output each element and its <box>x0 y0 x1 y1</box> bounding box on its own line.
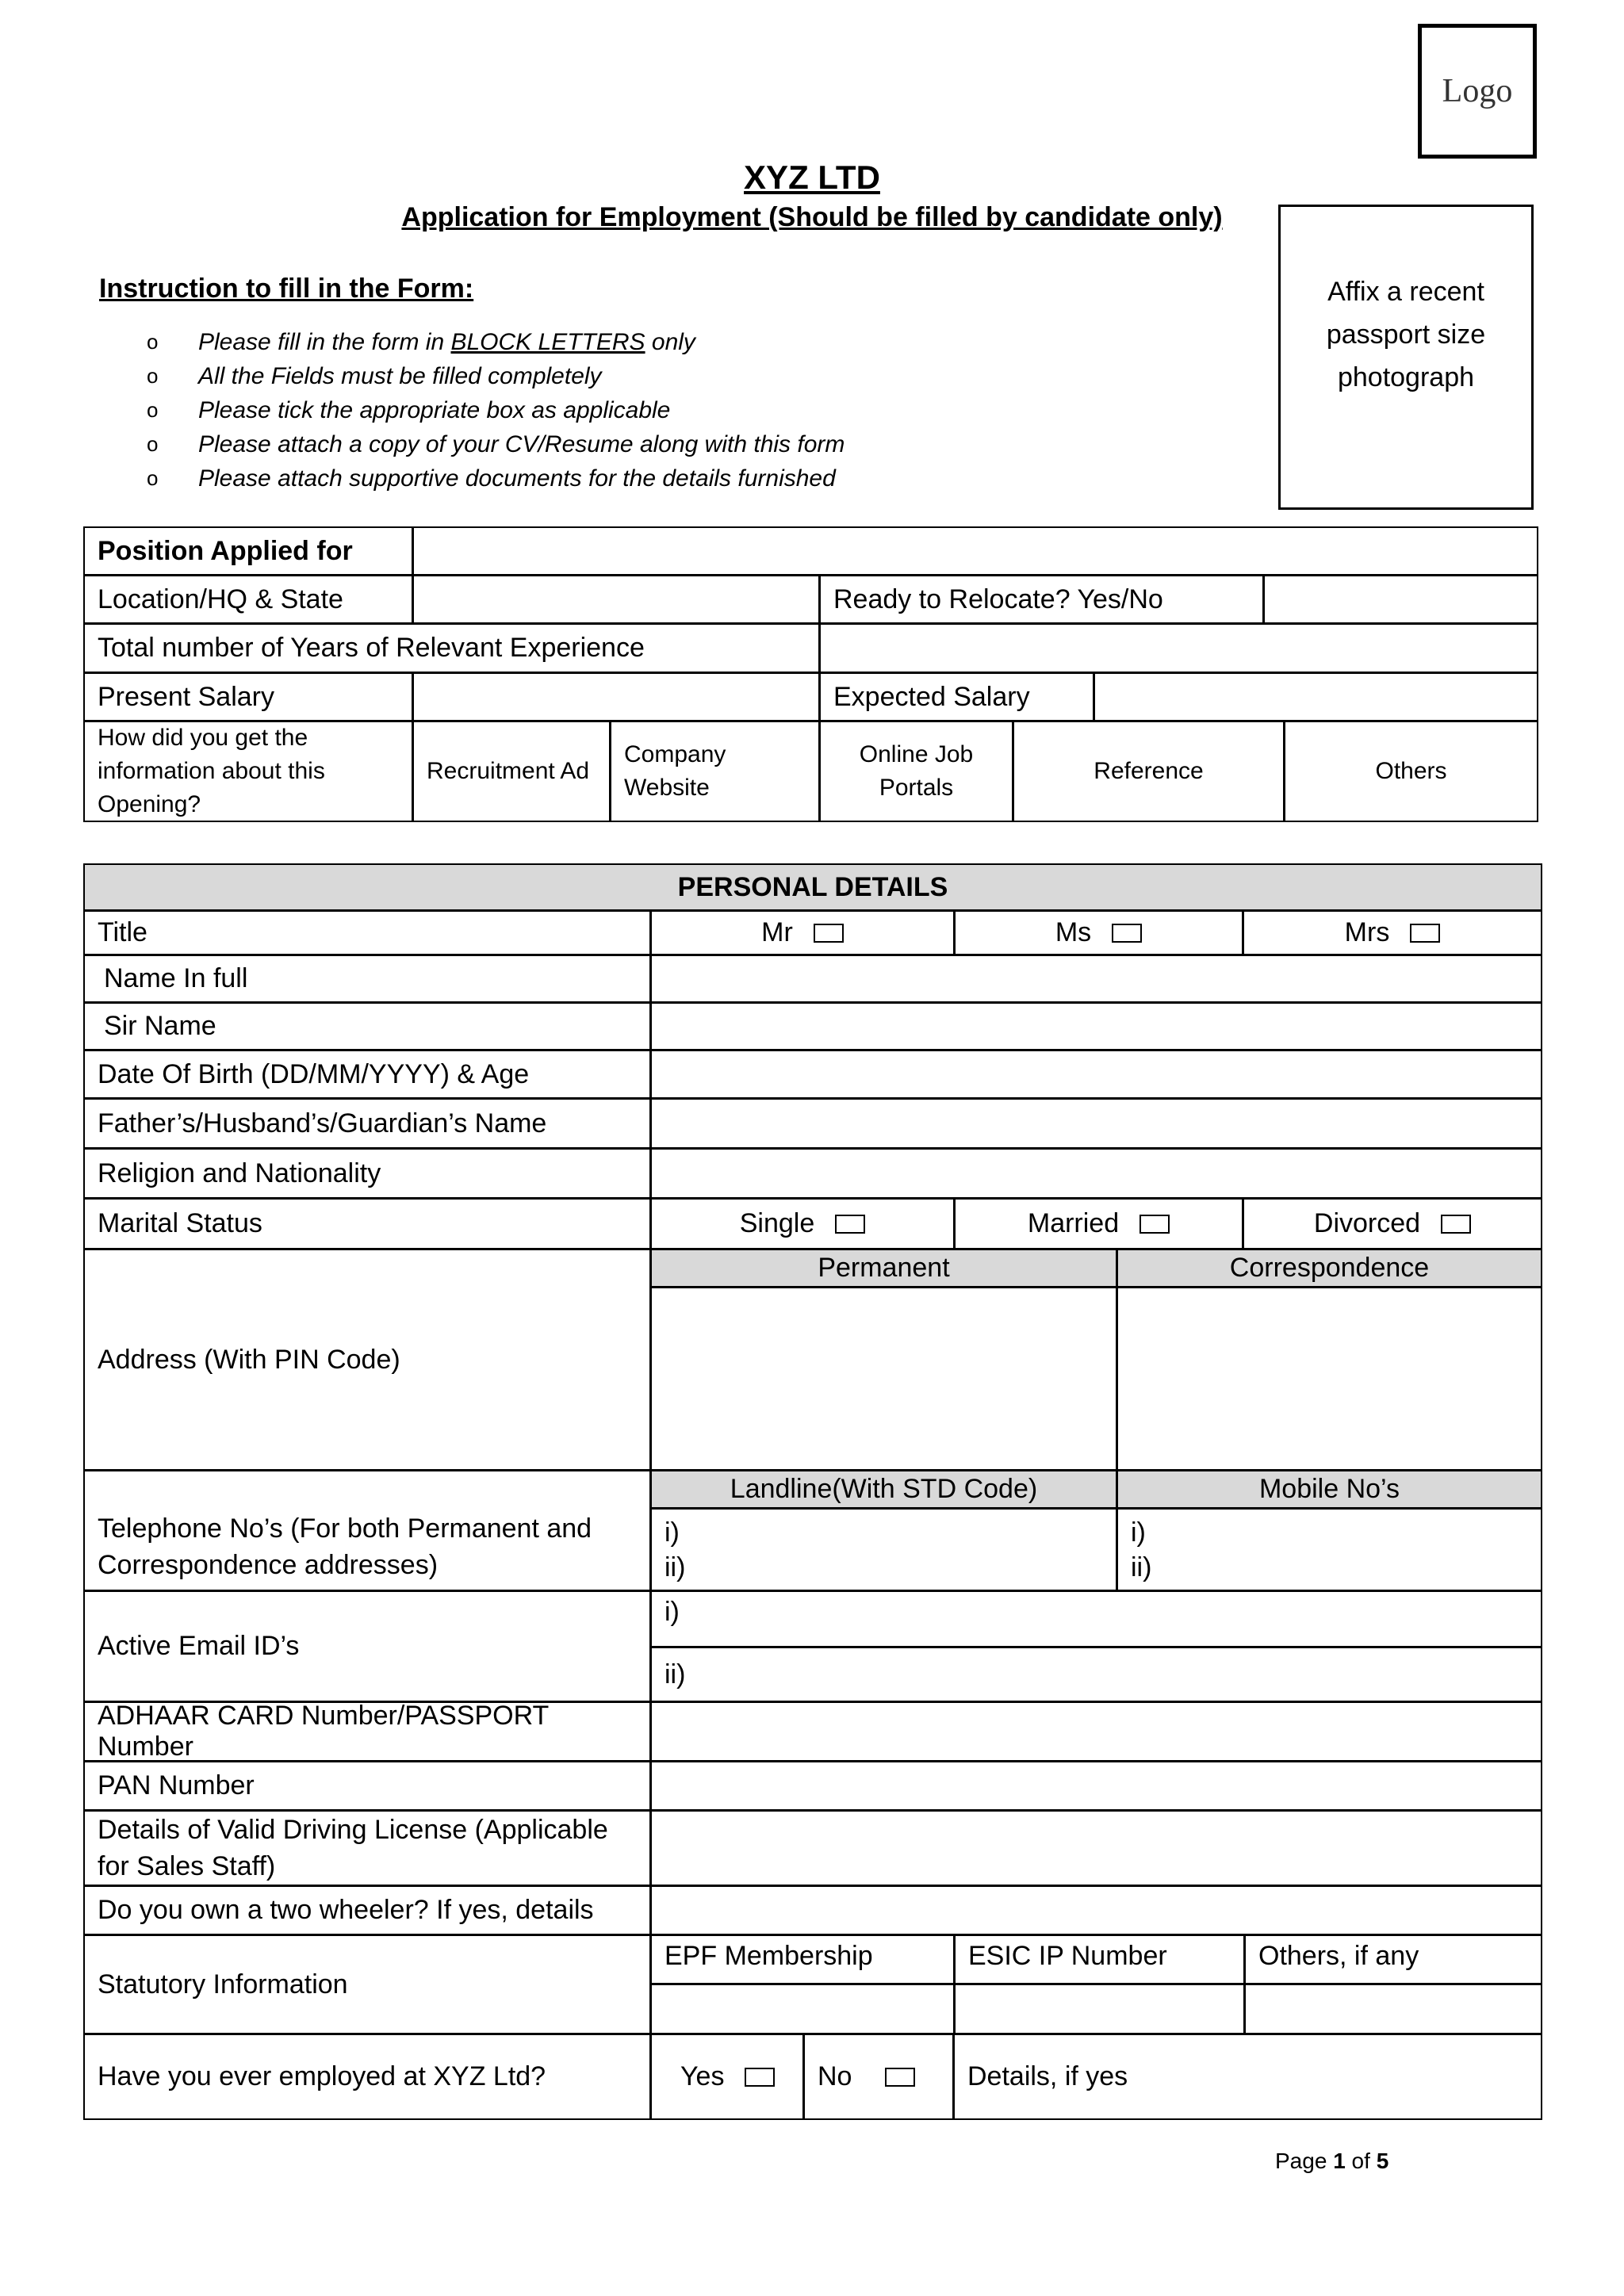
present-salary-field[interactable] <box>412 672 820 721</box>
employed-no-option[interactable] <box>803 2034 954 2120</box>
numeral-i: i) <box>1131 1517 1146 1548</box>
location-label: Location/HQ & State <box>83 575 413 624</box>
address-permanent-header: Permanent <box>650 1249 1117 1288</box>
personal-details-heading: PERSONAL DETAILS <box>83 863 1542 911</box>
guardian-label: Father’s/Husband’s/Guardian’s Name <box>83 1098 651 1149</box>
landline-header: Landline(With STD Code) <box>650 1470 1117 1509</box>
sir-name-label: Sir Name <box>83 1002 651 1050</box>
company-name: XYZ LTD <box>744 159 880 196</box>
numeral-ii: ii) <box>1131 1552 1152 1582</box>
marital-status-label: Marital Status <box>83 1198 651 1249</box>
instruction-text: Please fill in the form in <box>198 329 451 355</box>
epf-header: EPF Membership <box>650 1934 955 1984</box>
company-logo: Logo <box>1418 24 1537 159</box>
present-salary-label: Present Salary <box>83 672 413 721</box>
employed-details-field[interactable] <box>953 2034 1542 2120</box>
page-total: 5 <box>1376 2149 1389 2173</box>
instructions-list <box>147 325 845 496</box>
relocate-field[interactable] <box>1263 575 1538 624</box>
title-label: Title <box>83 910 651 955</box>
marital-option-single[interactable] <box>650 1198 955 1249</box>
checkbox-icon[interactable] <box>745 2068 775 2087</box>
bullet-icon: o <box>147 364 159 388</box>
checkbox-icon[interactable] <box>814 924 844 943</box>
adhaar-field[interactable] <box>650 1701 1542 1762</box>
pan-label: PAN Number <box>83 1761 651 1811</box>
instruction-item <box>147 427 845 461</box>
instruction-item <box>147 359 845 393</box>
details-if-yes-text: Details, if yes <box>967 2061 1128 2091</box>
checkbox-icon[interactable] <box>1139 1215 1170 1234</box>
pan-field[interactable] <box>650 1761 1542 1811</box>
statutory-label: Statutory Information <box>83 1934 651 2034</box>
others-header: Others, if any <box>1244 1934 1542 1984</box>
instruction-text: only <box>645 329 695 355</box>
address-label: Address (With PIN Code) <box>83 1249 651 1471</box>
driving-license-field[interactable] <box>650 1810 1542 1886</box>
checkbox-icon[interactable] <box>885 2068 915 2087</box>
source-question: How did you get the information about this Opening? <box>83 721 413 822</box>
numeral-i: i) <box>665 1517 680 1548</box>
esic-field[interactable] <box>954 1984 1245 2034</box>
employed-label: Have you ever employed at XYZ Ltd? <box>83 2034 651 2120</box>
marital-option-divorced[interactable] <box>1243 1198 1542 1249</box>
title-ms-text: Ms <box>1055 917 1092 947</box>
email-label: Active Email ID’s <box>83 1590 651 1702</box>
photo-placeholder[interactable] <box>1278 205 1534 510</box>
esic-header: ESIC IP Number <box>954 1934 1245 1984</box>
sir-name-field[interactable] <box>650 1002 1542 1050</box>
relocate-label: Ready to Relocate? Yes/No <box>819 575 1264 624</box>
address-permanent-field[interactable] <box>650 1287 1117 1471</box>
instruction-text: All the Fields must be filled completely <box>198 363 602 389</box>
address-correspondence-header: Correspondence <box>1116 1249 1542 1288</box>
location-field[interactable] <box>412 575 820 624</box>
mobile-header: Mobile No’s <box>1116 1470 1542 1509</box>
title-mrs-text: Mrs <box>1344 917 1390 947</box>
source-others[interactable]: Others <box>1284 721 1538 822</box>
dob-label: Date Of Birth (DD/MM/YYYY) & Age <box>83 1050 651 1099</box>
two-wheeler-label: Do you own a two wheeler? If yes, details <box>83 1885 651 1935</box>
instruction-item <box>147 325 845 359</box>
dob-field[interactable] <box>650 1050 1542 1099</box>
adhaar-label: ADHAAR CARD Number/PASSPORT Number <box>83 1701 651 1762</box>
driving-license-label: Details of Valid Driving License (Applicable for Sales Staff) <box>83 1810 651 1886</box>
instructions-heading: Instruction to fill in the Form: <box>99 274 474 304</box>
address-correspondence-field[interactable] <box>1116 1287 1542 1471</box>
two-wheeler-field[interactable] <box>650 1885 1542 1935</box>
bullet-icon: o <box>147 432 159 456</box>
instruction-item <box>147 461 845 496</box>
epf-field[interactable] <box>650 1984 955 2034</box>
divorced-text: Divorced <box>1313 1208 1421 1238</box>
married-text: Married <box>1027 1208 1120 1238</box>
bullet-icon: o <box>147 398 159 422</box>
no-text: No <box>818 2061 852 2091</box>
numeral-i: i) <box>665 1597 680 1627</box>
instruction-text: Please attach a copy of your CV/Resume along with this form <box>198 431 845 457</box>
source-recruitment-ad[interactable]: Recruitment Ad <box>412 721 611 822</box>
block-letters-text: BLOCK LETTERS <box>450 329 645 355</box>
position-applied-label: Position Applied for <box>83 526 413 576</box>
mobile-field[interactable] <box>1116 1508 1542 1591</box>
bullet-icon: o <box>147 330 159 354</box>
checkbox-icon[interactable] <box>1112 924 1142 943</box>
bullet-icon: o <box>147 466 159 490</box>
page-word: Page <box>1275 2149 1327 2173</box>
checkbox-icon[interactable] <box>1441 1215 1471 1234</box>
instruction-text: Please tick the appropriate box as applicable <box>198 397 671 423</box>
employed-yes-option[interactable] <box>650 2034 804 2120</box>
numeral-ii: ii) <box>665 1659 686 1689</box>
email-field-2[interactable] <box>650 1647 1542 1702</box>
checkbox-icon[interactable] <box>835 1215 865 1234</box>
title-option-mr[interactable] <box>650 910 955 955</box>
checkbox-icon[interactable] <box>1410 924 1440 943</box>
guardian-field[interactable] <box>650 1098 1542 1149</box>
yes-text: Yes <box>680 2061 725 2091</box>
source-reference[interactable]: Reference <box>1013 721 1285 822</box>
name-full-label: Name In full <box>83 955 651 1003</box>
expected-salary-label: Expected Salary <box>819 672 1094 721</box>
name-full-field[interactable] <box>650 955 1542 1003</box>
telephone-label: Telephone No’s (For both Permanent and Correspondence addresses) <box>83 1470 651 1591</box>
experience-field[interactable] <box>819 623 1538 673</box>
position-applied-field[interactable] <box>412 526 1538 576</box>
expected-salary-field[interactable] <box>1094 672 1538 721</box>
title-option-mrs[interactable] <box>1243 910 1542 955</box>
others-field[interactable] <box>1244 1984 1542 2034</box>
photo-box-text: Affix a recent passport size photograph <box>1326 277 1486 392</box>
source-online-job-portals[interactable]: Online Job Portals <box>819 721 1013 822</box>
marital-option-married[interactable] <box>954 1198 1243 1249</box>
email-field-1[interactable] <box>650 1590 1542 1647</box>
instruction-text: Please attach supportive documents for the details furnished <box>198 465 836 492</box>
religion-field[interactable] <box>650 1148 1542 1199</box>
source-company-website[interactable]: Company Website <box>610 721 820 822</box>
page-current: 1 <box>1333 2149 1346 2173</box>
landline-field[interactable] <box>650 1508 1117 1591</box>
title-mr-text: Mr <box>761 917 793 947</box>
page-number <box>1275 2149 1388 2174</box>
form-title: Application for Employment (Should be filled by candidate only) <box>401 202 1223 232</box>
title-option-ms[interactable] <box>954 910 1243 955</box>
numeral-ii: ii) <box>665 1552 686 1582</box>
experience-label: Total number of Years of Relevant Experience <box>83 623 820 673</box>
religion-label: Religion and Nationality <box>83 1148 651 1199</box>
single-text: Single <box>739 1208 815 1238</box>
of-word: of <box>1351 2149 1370 2173</box>
instruction-item <box>147 393 845 427</box>
